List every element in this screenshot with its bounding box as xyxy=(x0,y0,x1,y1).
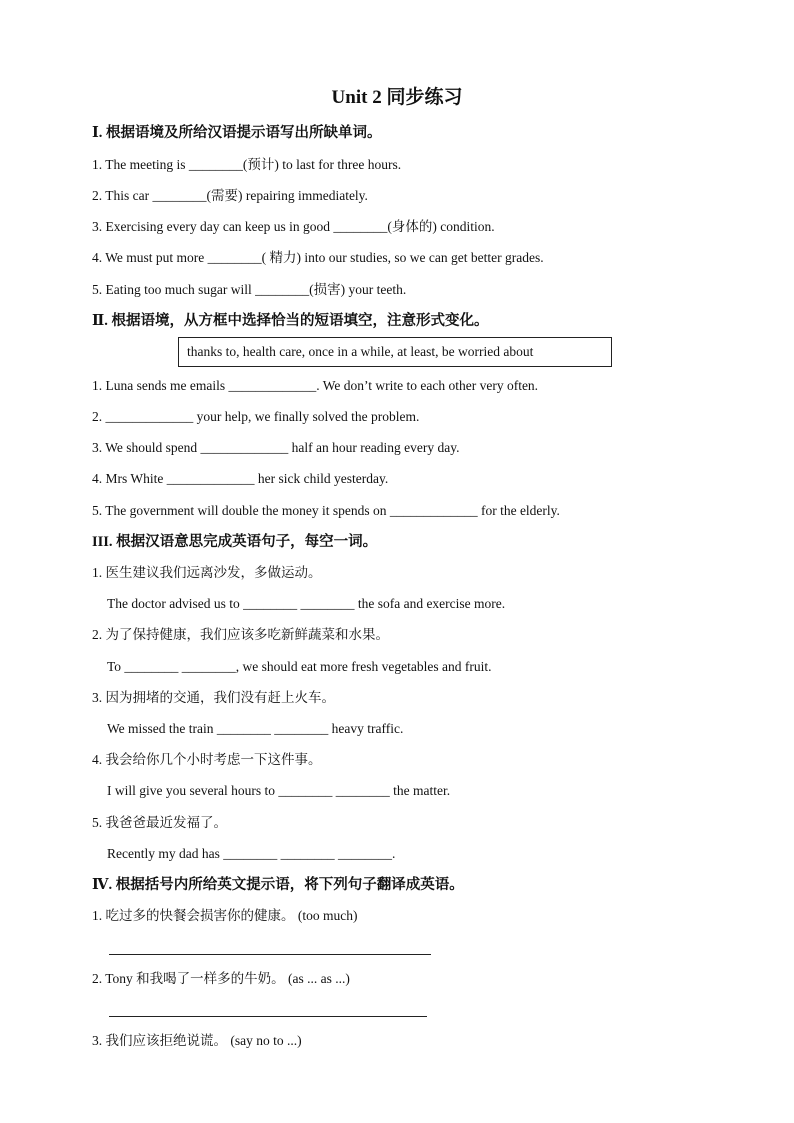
section-2-item-1: 1. Luna sends me emails _____________. We don’t write to each other very often. xyxy=(92,378,539,393)
section-3-item-2-cn: 2. 为了保持健康，我们应该多吃新鲜蔬菜和水果。 xyxy=(92,627,389,642)
section-3-item-1-en: The doctor advised us to ________ ________ the sofa and exercise more. xyxy=(107,596,506,611)
section-2-item-2: 2. _____________ your help, we finally solved the problem. xyxy=(92,409,420,424)
section-3-item-4-cn: 4. 我会给你几个小时考虑一下这件事。 xyxy=(92,752,322,767)
section-3-item-1-cn: 1. 医生建议我们远离沙发，多做运动。 xyxy=(92,565,322,580)
section-3-item-4-en: I will give you several hours to ________ ________ the matter. xyxy=(107,783,451,798)
section-4-heading: Ⅳ. 根据括号内所给英文提示语，将下列句子翻译成英语。 xyxy=(92,877,464,893)
section-1-item-3: 3. Exercising every day can keep us in good ________(身体的) condition. xyxy=(92,219,495,234)
section-1-item-1: 1. The meeting is ________(预计) to last for three hours. xyxy=(92,157,402,172)
answer-line[interactable] xyxy=(109,954,431,955)
section-4-item-1: 1. 吃过多的快餐会损害你的健康。 (too much) xyxy=(92,908,358,923)
section-2-item-4: 4. Mrs White _____________ her sick child yesterday. xyxy=(92,471,389,486)
page-title: Unit 2 同步练习 xyxy=(331,87,463,108)
section-3-heading: III. 根据汉语意思完成英语句子，每空一词。 xyxy=(92,534,378,550)
section-3-item-2-en: To ________ ________, we should eat more fresh vegetables and fruit. xyxy=(107,659,492,674)
section-4-item-2: 2. Tony 和我喝了一样多的牛奶。 (as ... as ...) xyxy=(92,971,350,986)
phrase-box xyxy=(178,337,612,367)
section-2-item-3: 3. We should spend _____________ half an hour reading every day. xyxy=(92,440,460,455)
section-2-heading: Ⅱ. 根据语境，从方框中选择恰当的短语填空，注意形式变化。 xyxy=(92,313,489,329)
section-3-item-5-cn: 5. 我爸爸最近发福了。 xyxy=(92,815,227,830)
section-3-item-3-en: We missed the train ________ ________ heavy traffic. xyxy=(107,721,404,736)
phrase-box-text: thanks to, health care, once in a while, at least, be worried about xyxy=(187,344,534,359)
section-4-item-3: 3. 我们应该拒绝说谎。 (say no to ...) xyxy=(92,1033,302,1048)
section-1-heading: Ⅰ. 根据语境及所给汉语提示语写出所缺单词。 xyxy=(92,125,382,141)
section-1-item-5: 5. Eating too much sugar will ________(损害) your teeth. xyxy=(92,282,407,297)
answer-line[interactable] xyxy=(109,1016,427,1017)
section-1-item-4: 4. We must put more ________( 精力) into our studies, so we can get better grades. xyxy=(92,250,544,265)
section-3-item-3-cn: 3. 因为拥堵的交通，我们没有赶上火车。 xyxy=(92,690,335,705)
section-1-item-2: 2. This car ________(需要) repairing immediately. xyxy=(92,188,368,203)
section-3-item-5-en: Recently my dad has ________ ________ ________. xyxy=(107,846,396,861)
section-2-item-5: 5. The government will double the money it spends on _____________ for the elderly. xyxy=(92,503,560,518)
